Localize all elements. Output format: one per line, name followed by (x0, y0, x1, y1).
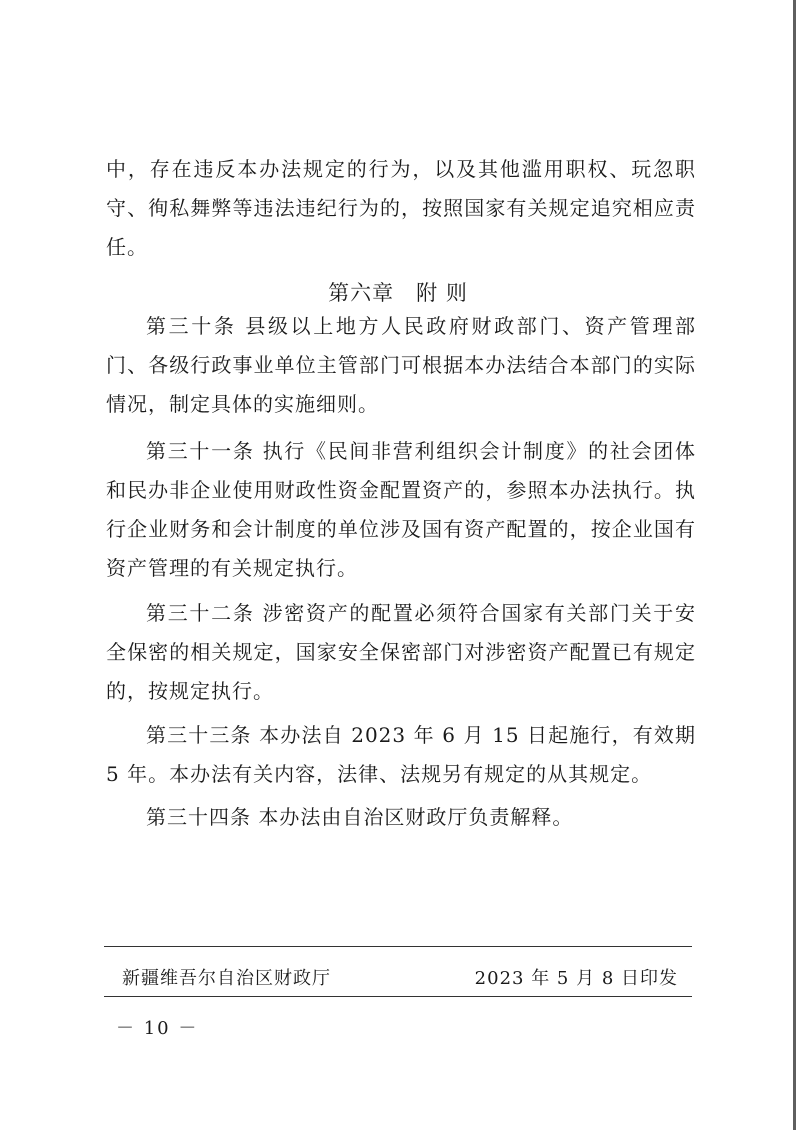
issuance-footer (122, 964, 678, 990)
article-label: 第三十三条 (146, 723, 252, 747)
article-label: 第三十条 (146, 314, 237, 338)
article-32 (106, 594, 696, 711)
page-number: － 10 － (116, 1018, 199, 1039)
intro-paragraph: 中，存在违反本办法规定的行为，以及其他滥用职权、玩忽职守、徇私舞弊等违法违纪行为的，按照国家有关规定追究相应责任。 (106, 157, 696, 259)
article-body: 涉密资产的配置必须符合国家有关部门关于安全保密的相关规定，国家安全保密部门对涉密资产配置已有规定的，按规定执行。 (106, 601, 697, 703)
article-label: 第三十二条 (146, 601, 255, 625)
article-body: 县级以上地方人民政府财政部门、资产管理部门、各级行政事业单位主管部门可根据本办法结合本部门的实际情况，制定具体的实施细则。 (106, 314, 697, 416)
issue-date: 2023 年 5 月 8 日印发 (474, 968, 678, 989)
footer-top-rule (104, 946, 692, 947)
article-label: 第三十一条 (146, 439, 255, 463)
footer-bottom-rule (104, 996, 692, 997)
article-label: 第三十四条 (146, 805, 251, 829)
article-body: 本办法自 2023 年 6 月 15 日起施行，有效期 5 年。本办法有关内容，法律、法规另有规定的从其规定。 (106, 723, 696, 786)
chapter-title: 第六章 附 则 (328, 281, 468, 305)
article-30 (106, 307, 696, 424)
article-body: 本办法由自治区财政厅负责解释。 (251, 805, 574, 829)
issuer-name: 新疆维吾尔自治区财政厅 (122, 968, 331, 989)
article-34 (106, 798, 696, 837)
article-31 (106, 432, 696, 588)
article-33 (106, 716, 696, 794)
article-body: 执行《民间非营利组织会计制度》的社会团体和民办非企业使用财政性资金配置资产的，参照本办法执行。执行企业财务和会计制度的单位涉及国有资产配置的，按企业国有资产管理的有关规定执行。 (106, 439, 697, 580)
